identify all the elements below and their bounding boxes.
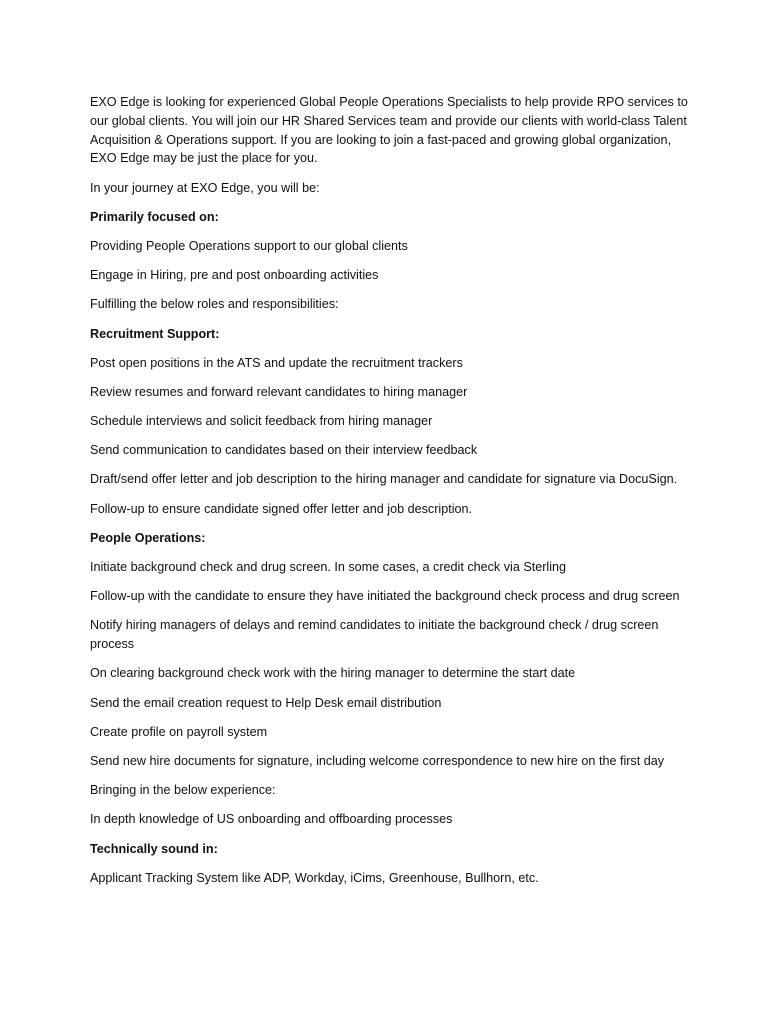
operations-item: Notify hiring managers of delays and remind candidates to initiate the background check / drug screen process [90, 618, 659, 652]
recruitment-item: Post open positions in the ATS and update the recruitment trackers [90, 355, 463, 370]
document-body [90, 93, 690, 898]
recruitment-item: Schedule interviews and solicit feedback from hiring manager [90, 414, 433, 429]
operations-item: Initiate background check and drug screen. In some cases, a credit check via Sterling [90, 560, 567, 575]
operations-item: Send the email creation request to Help Desk email distribution [90, 695, 442, 710]
intro-paragraph: EXO Edge is looking for experienced Global People Operations Specialists to help provide RPO services to our global clients. You will join our HR Shared Services team and provide our clients with world-class Talent Acquisition & Operations support. If you are looking to join a fast-paced and growing global organization, EXO Edge may be just the place for you. [90, 95, 688, 166]
section-heading-technically-sound: Technically sound in: [90, 841, 218, 856]
journey-paragraph: In your journey at EXO Edge, you will be: [90, 180, 320, 195]
recruitment-item: Review resumes and forward relevant candidates to hiring manager [90, 384, 468, 399]
operations-item: Send new hire documents for signature, including welcome correspondence to new hire on the first day [90, 753, 665, 768]
operations-item: Follow-up with the candidate to ensure they have initiated the background check process and drug screen [90, 589, 680, 604]
section-heading-recruitment-support: Recruitment Support: [90, 326, 220, 341]
focus-item: Fulfilling the below roles and responsibilities: [90, 297, 339, 312]
recruitment-item: Draft/send offer letter and job description to the hiring manager and candidate for signature via DocuSign. [90, 472, 678, 487]
experience-item: In depth knowledge of US onboarding and offboarding processes [90, 812, 453, 827]
operations-item: Create profile on payroll system [90, 724, 268, 739]
section-heading-people-operations: People Operations: [90, 530, 206, 545]
section-heading-primarily-focused: Primarily focused on: [90, 209, 219, 224]
experience-paragraph: Bringing in the below experience: [90, 783, 276, 798]
recruitment-item: Send communication to candidates based on their interview feedback [90, 443, 478, 458]
technical-item: Applicant Tracking System like ADP, Workday, iCims, Greenhouse, Bullhorn, etc. [90, 870, 539, 885]
focus-item: Engage in Hiring, pre and post onboarding activities [90, 268, 379, 283]
recruitment-item: Follow-up to ensure candidate signed offer letter and job description. [90, 501, 473, 516]
operations-item: On clearing background check work with the hiring manager to determine the start date [90, 666, 576, 681]
focus-item: Providing People Operations support to our global clients [90, 238, 408, 253]
